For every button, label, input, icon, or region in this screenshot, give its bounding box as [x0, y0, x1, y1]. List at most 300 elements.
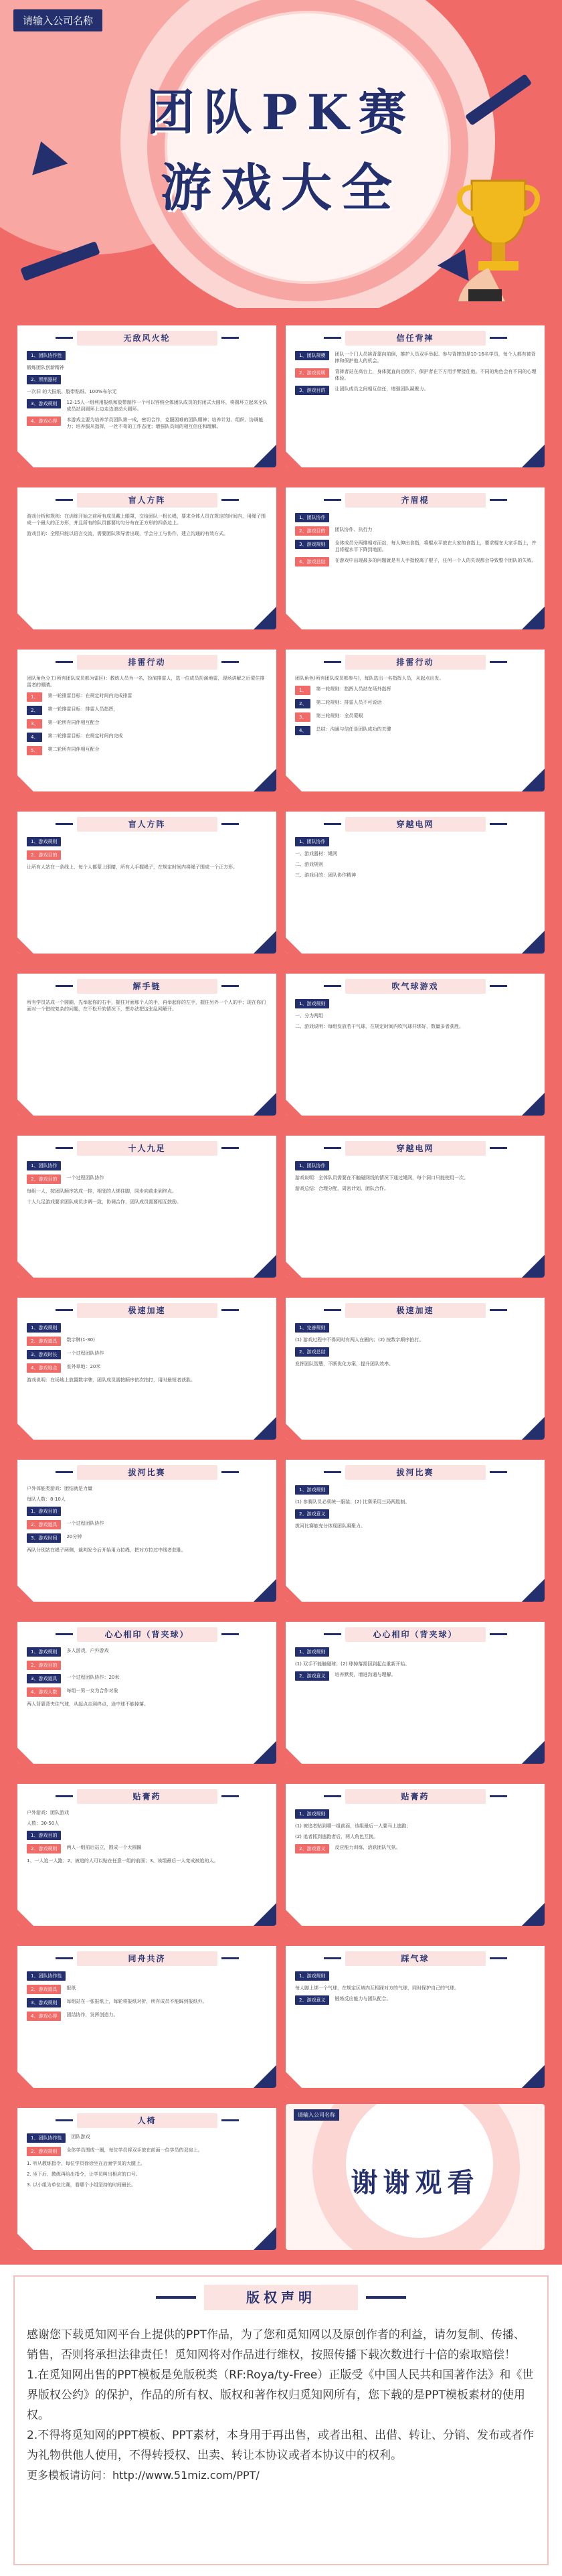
content-row: [27, 1971, 268, 1981]
content-row: [295, 872, 537, 879]
row-tag: 2、游戏道具: [27, 1985, 61, 1994]
row-tag: 1、团队协作: [295, 837, 329, 846]
content-row: [295, 1833, 537, 1840]
copyright-link[interactable]: 更多模板请访问：http://www.51miz.com/PPT/: [27, 2469, 260, 2482]
content-row: [27, 375, 268, 384]
row-tag: 2、游戏道具: [27, 1337, 61, 1346]
content-row: [27, 692, 268, 702]
content-row: [295, 861, 537, 868]
slide-content: [286, 508, 545, 566]
content-row: [27, 2160, 268, 2167]
content-row: [295, 686, 537, 695]
slide-title: 无敌风火轮: [77, 331, 217, 346]
slide-content: [286, 1156, 545, 1192]
row-tag: 3、: [27, 719, 42, 729]
row-text: 十人九足游戏要求团队成员步调一致，协调合作，团队成员需要相互鼓励。: [27, 1199, 181, 1205]
slide-title: 齐眉棍: [345, 493, 486, 508]
row-text: 让团队成员之间相互信任，增强团队凝聚力。: [335, 386, 429, 392]
slide-title: 穿越电网: [345, 817, 486, 832]
row-tag: 2、游戏目的: [27, 1175, 61, 1184]
row-tag: 4、游戏地点: [27, 1363, 61, 1373]
row-text: 数字牌(1-30): [66, 1337, 95, 1343]
row-tag: 2、: [295, 699, 310, 708]
row-text: (1) 游戏过程中不得同时有两人在圈内；(2) 按数字顺序拍打。: [295, 1337, 424, 1343]
row-tag: 2、游戏意义: [295, 1671, 329, 1681]
row-tag: 3、游戏时间: [27, 1533, 61, 1543]
content-row: [27, 733, 268, 742]
slide-thumbnail[interactable]: [17, 1942, 276, 2088]
content-row: [27, 1507, 268, 1516]
row-text: 室外草地：20米: [66, 1364, 101, 1369]
content-row: [27, 1674, 268, 1683]
row-text: 户外游戏：团队游戏: [27, 1810, 69, 1815]
content-row: [27, 1985, 268, 1994]
slide-title: 贴膏药: [77, 1789, 217, 1804]
slide-content: [286, 1966, 545, 2005]
content-row: [295, 726, 537, 735]
row-tag: 2、: [27, 706, 42, 715]
row-text: 一、分为两组: [295, 1013, 323, 1018]
row-text: 报纸: [66, 1985, 76, 1991]
row-text: 多人游戏，户外游戏: [66, 1648, 109, 1653]
content-row: [295, 1361, 537, 1367]
row-text: 每组站在一张报纸上，每轮将报纸对折，所有成员不能踩到报纸外。: [66, 1999, 207, 2004]
content-row: [295, 1523, 537, 1529]
row-tag: 2、游戏意义: [295, 1509, 329, 1519]
content-row: [27, 364, 268, 371]
content-row: [295, 1985, 537, 1991]
row-text: 1、一人追一人跑；2、被追的人可以贴在任意一组的前面；3、该组最后一人变成被追的人。: [27, 1858, 219, 1864]
row-text: 培养默契，增进沟通与理解。: [335, 1672, 396, 1677]
row-text: 第三轮规则：全员蒙眼: [316, 713, 363, 718]
slide-title: 极速加速: [345, 1303, 486, 1318]
content-row: [295, 1661, 537, 1667]
content-row: [27, 1647, 268, 1657]
content-row: [27, 351, 268, 360]
row-text: 3. 以小组为单位比赛，看哪个小组坚持的时间最长。: [27, 2182, 136, 2188]
slide-thumbnail[interactable]: [17, 1456, 276, 1602]
slide-content: [17, 994, 276, 1012]
row-text: 两队分别站在绳子两侧，裁判发令后开始用力拉绳，把对方拉过中线者获胜。: [27, 1547, 186, 1553]
content-row: [295, 1971, 537, 1981]
slide-content: [17, 832, 276, 870]
slide-title: 极速加速: [77, 1303, 217, 1318]
row-text: 户外体能类游戏：团结就是力量: [27, 1486, 92, 1491]
row-text: 锻炼团队创新精神: [27, 365, 64, 370]
content-row: [27, 399, 268, 412]
row-text: 第一轮排雷目标：排雷人员指挥，: [48, 706, 118, 712]
row-text: 游戏总结：合理分配，周密计划，团队合作。: [295, 1186, 389, 1191]
slide-thumbnail[interactable]: [286, 1942, 545, 2088]
slide-content: [286, 994, 545, 1030]
slide-title: 拔河比赛: [77, 1465, 217, 1480]
row-text: 三、游戏目的：团队协作精神: [295, 873, 356, 878]
row-text: 两人一组前后站立，围成一个大圆圈: [66, 1845, 142, 1850]
slide-thumbnail[interactable]: [17, 483, 276, 629]
content-row: [27, 1363, 268, 1373]
slide-title: 拔河比赛: [345, 1465, 486, 1480]
content-row: [27, 1161, 268, 1170]
row-tag: 2、游戏意义: [295, 1844, 329, 1853]
content-row: [27, 388, 268, 395]
row-text: 每组一男一女为合作对象: [66, 1688, 118, 1693]
row-tag: 1、团队规模: [295, 351, 329, 360]
content-row: [27, 1496, 268, 1503]
thanks-text: 谢谢观看: [351, 2167, 480, 2198]
row-text: 团队角色(所有团队成员都参与)，每队选出一名指挥人员，从起点出发。: [295, 676, 444, 681]
content-row: [295, 1823, 537, 1829]
row-text: 一个过程团队协作: [66, 1521, 104, 1526]
content-row: [295, 1485, 537, 1495]
content-row: [295, 1175, 537, 1181]
row-tag: 1、游戏目的: [27, 1507, 61, 1516]
row-text: 第二轮所有同伴相互配合: [48, 747, 100, 752]
content-row: [27, 864, 268, 870]
slide-content: [286, 832, 545, 879]
content-row: [295, 1161, 537, 1170]
row-tag: 1、游戏规则: [295, 999, 329, 1008]
content-row: [295, 1509, 537, 1519]
content-row: [27, 1485, 268, 1492]
slide-thumbnail[interactable]: [286, 321, 545, 467]
row-tag: 1、游戏规则: [27, 1323, 61, 1333]
row-text: 团队角色分工(所有团队成员都为雷区)：教练人员为一名，扮演排雷人，选一位成员扮演地雷，现场讲解之后蒙住排雷者的眼睛。: [27, 676, 265, 688]
row-tag: 2、游戏总结: [295, 1347, 329, 1357]
row-tag: 3、游戏规则: [27, 1998, 61, 2007]
slide-content: [286, 1318, 545, 1367]
content-row: [295, 540, 537, 553]
row-tag: 2、游戏目的: [27, 850, 61, 860]
row-text: 第二轮规则：排雷人员不可说话: [316, 700, 382, 705]
content-row: [27, 2147, 268, 2156]
slide-content: [17, 1642, 276, 1708]
slide-title: 盲人方阵: [77, 817, 217, 832]
thanks-slide[interactable]: [286, 2104, 545, 2250]
row-tag: 3、游戏道具: [27, 1674, 61, 1683]
slide-title: 信任背摔: [345, 331, 486, 346]
row-text: 游戏说明：全体队员需要在不触碰网线的情况下通过绳网，每个洞口只能使用一次。: [295, 1175, 468, 1181]
slide-title: 人椅: [77, 2113, 217, 2128]
row-text: 1. 听从教练指令，每位学员徐徐坐在后面学员的大腿上。: [27, 2161, 145, 2166]
row-text: 第一轮排雷目标：在规定时间内完成排雷: [48, 693, 132, 698]
content-row: [27, 999, 268, 1012]
row-text: 团队一个门人员挑背靠向前倒，推护人员双手举起。参与背摔的是10-16名学员，每个人都有被背摔和保护他人的机会。: [335, 352, 536, 364]
content-row: [295, 1844, 537, 1853]
content-row: [295, 1809, 537, 1819]
slide-thumbnail[interactable]: [17, 646, 276, 791]
row-text: 两人背靠背夹住气球，从起点走到终点，途中球不能掉落。: [27, 1701, 149, 1707]
trophy-icon: [448, 167, 549, 301]
row-text: 游戏说明：在场地上放置数字牌，团队成员需按顺序依次拍打，用时最短者获胜。: [27, 1377, 195, 1383]
content-row: [27, 2182, 268, 2188]
row-tag: 1、完善规则: [295, 1323, 329, 1333]
row-tag: 2、游戏道具: [27, 1520, 61, 1529]
content-row: [295, 1337, 537, 1343]
content-row: [295, 368, 537, 382]
slide-content: [286, 1804, 545, 1853]
content-row: [27, 416, 268, 430]
row-text: 20分钟: [66, 1534, 82, 1539]
slide-thumbnail[interactable]: [286, 483, 545, 629]
content-row: [295, 675, 537, 682]
content-row: [295, 1499, 537, 1505]
row-tag: 1、游戏规则: [27, 837, 61, 846]
row-text: (1) 参赛队员必须统一服装；(2) 比赛采用三局两胜制。: [295, 1499, 410, 1505]
row-tag: 3、游戏规则: [295, 540, 329, 549]
row-tag: 2、游戏说明: [295, 368, 329, 378]
content-row: [295, 526, 537, 536]
company-name-label[interactable]: 请输入公司名称: [13, 9, 102, 31]
content-row: [27, 1844, 268, 1853]
content-row: [27, 1533, 268, 1543]
slide-title: 吹气球游戏: [345, 979, 486, 994]
copyright-title: 版权声明: [204, 2285, 358, 2310]
content-row: [295, 1347, 537, 1357]
row-text: 2. 坐下后，教练再给出指令，让学员叫出相应的口号。: [27, 2172, 140, 2177]
row-text: 第二轮排雷目标：在规定时间内完成: [48, 733, 123, 739]
slide-title: 心心相印（背夹球）: [77, 1627, 217, 1642]
content-row: [295, 386, 537, 395]
content-row: [27, 513, 268, 526]
content-row: [295, 513, 537, 522]
content-row: [295, 557, 537, 566]
slide-title: 踩气球: [345, 1951, 486, 1966]
row-text: 第一轮所有同伴相互配合: [48, 720, 100, 725]
row-tag: 2、游戏目的: [295, 526, 329, 536]
copyright-paragraph-1: 感谢您下载觅知网平台上提供的PPT作品，为了您和觅知网以及原创作者的利益，请勿复制、传播、销售，否则将承担法律责任！觅知网将对作品进行维权，按照传播下载次数进行十倍的索取赔偿！: [27, 2328, 525, 2362]
slide-title: 十人九足: [77, 1141, 217, 1156]
content-row: [27, 1377, 268, 1383]
row-text: (2) 追者抓到逃跑者后，两人角色互换。: [295, 1834, 379, 1839]
row-text: 背摔者站在高台上，身体挺直向后倒下，保护者在下方用手臂接住他。不同的角色会有不同的心理体验。: [335, 369, 537, 381]
row-tag: 2、所需器材: [27, 375, 61, 384]
slide-content: [17, 1966, 276, 2021]
row-text: (1) 被追者贴到哪一组前面，该组最后一人要马上逃跑；: [295, 1823, 411, 1829]
slide-thumbnail[interactable]: [286, 808, 545, 954]
slide-content: [17, 2128, 276, 2188]
row-tag: 2、游戏意义: [295, 1995, 329, 2005]
slide-thumbnail[interactable]: [17, 321, 276, 467]
row-tag: 4、游戏人数: [27, 1687, 61, 1697]
slide-thumbnail-grid: [0, 308, 562, 2250]
slide-thumbnail[interactable]: [286, 1780, 545, 1926]
row-text: 发挥团队智慧，不断优化方案，提升团队效率。: [295, 1361, 393, 1367]
row-tag: 1、团队协作: [295, 1161, 329, 1170]
slide-content: [286, 1642, 545, 1681]
row-text: (1) 双手不能触碰球；(2) 球掉落需回到起点重新开始。: [295, 1661, 410, 1667]
row-tag: 4、: [27, 733, 42, 742]
copyright-paragraph-3: 2.不得将觅知网的PPT模板、PPT素材，本身用于再出售，或者出租、出借、转让、分销、发布或者作为礼物供他人使用，不得转授权、出卖、转让本协议或者本协议中的权利。: [27, 2429, 534, 2462]
row-text: 游戏目的：全程只能以语言交流，需要团队领导者出现，学会分工与协作，建立沟通的有效方式。: [27, 531, 228, 536]
content-row: [295, 1185, 537, 1192]
content-row: [295, 351, 537, 364]
content-row: [295, 1647, 537, 1657]
row-tag: 2、游戏目的: [27, 1661, 61, 1670]
row-tag: 1、团队协作性: [27, 2133, 66, 2143]
row-text: 一个过程团队协作: [66, 1175, 104, 1181]
content-row: [27, 1858, 268, 1864]
row-tag: 1、: [27, 692, 42, 702]
slide-content: [17, 508, 276, 537]
row-text: 一、游戏器材：绳网: [295, 851, 337, 856]
content-row: [27, 1323, 268, 1333]
row-tag: 1、游戏目的: [27, 1831, 61, 1840]
row-text: 12-15人一组利用报纸和胶带制作一个可以容纳全体团队成员的封闭式大圆环，将圆环立起来全队成员站到圆环上边走边滚动大圆环。: [66, 400, 268, 412]
content-row: [295, 850, 537, 857]
row-tag: 3、游戏时长: [27, 1350, 61, 1359]
cover-title-line1: 团队PK赛: [146, 84, 416, 141]
row-tag: 1、团队协作性: [27, 351, 66, 360]
slide-content: [17, 1156, 276, 1205]
slide-title: 盲人方阵: [77, 493, 217, 508]
slide-title: 贴膏药: [345, 1789, 486, 1804]
content-row: [27, 1547, 268, 1554]
slide-thumbnail[interactable]: [17, 970, 276, 1116]
row-text: 二、游戏说明：每组发放若干气球，在规定时间内吹气球并绑好，数量多者获胜。: [295, 1024, 464, 1029]
slide-content: [286, 670, 545, 735]
row-tag: 1、团队协作性: [27, 1971, 66, 1981]
content-row: [27, 675, 268, 688]
content-row: [27, 2012, 268, 2021]
row-text: 本游戏主要为培养学员团队第一成，密切合作，克服困难的团队精神；培养计划、组织、协调能力；培养服从指挥，一丝不苟的工作态度；增强队员间的相互信任和理解。: [66, 417, 264, 429]
row-text: 每人脚上绑一个气球，在规定区域内互相踩对方的气球，同时保护自己的气球。: [295, 1985, 459, 1991]
content-row: [27, 1350, 268, 1359]
slide-title: 解手链: [77, 979, 217, 994]
row-text: 所有学员站成一个圆圈，先举起你的右手，握住对面那个人的手，再举起你的左手，握住另外一个人的手；现在你们面对一个错综复杂的问题，在不松开的情况下，想办法把这张乱网解开。: [27, 1000, 266, 1012]
content-row: [27, 850, 268, 860]
content-row: [27, 530, 268, 537]
row-text: 反应能力训练，活跃团队气氛。: [335, 1845, 401, 1850]
slide-title: 穿越电网: [345, 1141, 486, 1156]
slide-thumbnail[interactable]: [286, 1294, 545, 1440]
row-tag: 2、游戏规则: [27, 2147, 61, 2156]
content-row: [27, 1175, 268, 1184]
slide-content: [17, 1318, 276, 1383]
content-row: [27, 1661, 268, 1670]
content-row: [295, 999, 537, 1008]
row-text: 团队游戏: [71, 2134, 90, 2139]
row-tag: 4、游戏总结: [295, 557, 329, 566]
slide-thumbnail[interactable]: [286, 1618, 545, 1764]
row-text: 人数：30-50人: [27, 1821, 60, 1826]
slide-thumbnail[interactable]: [286, 1132, 545, 1278]
row-tag: 1、游戏规则: [295, 1809, 329, 1819]
content-row: [27, 1687, 268, 1697]
slide-content: [17, 1804, 276, 1864]
content-row: [295, 699, 537, 708]
row-tag: 5、: [27, 746, 42, 755]
row-text: 让所有人站在一条线上，每个人都蒙上眼睛，所有人手握绳子，在规定时间内将绳子围成一个正方形。: [27, 864, 238, 870]
content-row: [27, 706, 268, 715]
content-row: [27, 2171, 268, 2178]
content-row: [27, 1337, 268, 1346]
row-text: 一个过程团队协作：20米: [66, 1675, 120, 1680]
slide-thumbnail[interactable]: [17, 1132, 276, 1278]
row-text: 每组一人，按团队顺序站成一排，相邻的人绑住脚，同步向前走到终点。: [27, 1189, 177, 1194]
cover-slide: [0, 0, 562, 308]
row-text: 在游戏中出现最多的问题就是有人手指脱离了棍子，任何一个人的失误都会导致整个团队的失败。: [335, 558, 537, 563]
row-tag: 3、游戏规则: [27, 399, 61, 408]
content-row: [27, 746, 268, 755]
row-text: 拔河比赛能充分体现团队凝聚力。: [295, 1523, 365, 1529]
content-row: [295, 837, 537, 846]
slide-thumbnail[interactable]: [286, 646, 545, 791]
row-text: 每队人数：8-10人: [27, 1497, 66, 1502]
row-tag: 1、游戏规则: [295, 1485, 329, 1495]
content-row: [295, 1671, 537, 1681]
slide-thumbnail[interactable]: [17, 2104, 276, 2250]
row-text: 团队协作、执行力: [335, 527, 373, 532]
content-row: [27, 1520, 268, 1529]
slide-content: [17, 670, 276, 755]
row-text: 全体成员分两排相对而站，每人伸出食指，将棍水平放在大家的食指上，要求棍在大家手指上，并且将棍水平下降到地面。: [335, 540, 537, 552]
row-tag: 1、游戏规则: [295, 1971, 329, 1981]
slide-content: [286, 346, 545, 395]
copyright-slide: [0, 2265, 562, 2576]
row-text: 总结：沟通与信任是团队成功的关键: [316, 727, 391, 732]
row-text: 一个过程团队协作: [66, 1351, 104, 1356]
copyright-paragraph-2: 1.在觅知网出售的PPT模板是免版税类（RF:Roya/ty-Free）正版受《中国人民共和国著作法》和《世界版权公约》的保护，作品的所有权、版权和著作权归觅知网所有，您下载的是PPT模板素材的使用权。: [27, 2368, 534, 2422]
content-row: [27, 1199, 268, 1205]
row-tag: 4、: [295, 726, 310, 735]
row-tag: 1、团队协作: [27, 1161, 61, 1170]
content-row: [27, 1831, 268, 1840]
slide-content: [17, 346, 276, 430]
content-row: [27, 1701, 268, 1708]
slide-content: [17, 1480, 276, 1554]
row-text: 游戏分析和规则：在训练开始之前所有成员戴上眼罩，交给团队一根长绳，要求全体人员在规定的时间内，用绳子围成一个最大的正方形，并且所有的队员都要均匀分布在正方形的四条边上。: [27, 514, 266, 526]
row-tag: 1、游戏规则: [295, 1647, 329, 1657]
slide-content: [286, 1480, 545, 1529]
content-row: [27, 1998, 268, 2007]
row-tag: 4、游戏心得: [27, 2012, 61, 2021]
slide-thumbnail[interactable]: [17, 1780, 276, 1926]
row-tag: 3、游戏目的: [295, 386, 329, 395]
content-row: [295, 1012, 537, 1019]
content-row: [295, 1323, 537, 1333]
content-row: [295, 1023, 537, 1030]
row-text: 第一轮规则：指挥人员站在场外指挥: [316, 686, 391, 692]
content-row: [27, 1820, 268, 1827]
row-tag: 1、: [295, 686, 310, 695]
row-text: 团结协作，发挥创造力。: [66, 2012, 118, 2018]
slide-title: 心心相印（背夹球）: [345, 1627, 486, 1642]
content-row: [27, 719, 268, 729]
content-row: [27, 2133, 268, 2143]
slide-thumbnail[interactable]: [17, 1618, 276, 1764]
row-text: 全体学员围成一圈，每位学员将双手放在前面一位学员的双肩上。: [66, 2147, 203, 2153]
content-row: [27, 1809, 268, 1816]
row-tag: 4、游戏心得: [27, 416, 61, 426]
slide-thumbnail[interactable]: [17, 808, 276, 954]
row-text: 二、游戏规则: [295, 862, 323, 867]
row-tag: 1、团队协作: [295, 513, 329, 522]
slide-thumbnail[interactable]: [286, 1456, 545, 1602]
row-text: 一次旧 的大报纸、胶带粘纸、100%布尔无: [27, 389, 117, 394]
content-row: [295, 1995, 537, 2005]
row-tag: 3、: [295, 712, 310, 722]
content-row: [27, 1188, 268, 1195]
slide-thumbnail[interactable]: [17, 1294, 276, 1440]
slide-title: 排雷行动: [345, 655, 486, 670]
content-row: [295, 712, 537, 722]
thanks-company-label: 请输入公司名称: [294, 2109, 339, 2121]
row-tag: 1、游戏规则: [27, 1647, 61, 1657]
slide-thumbnail[interactable]: [286, 970, 545, 1116]
row-text: 锻炼反应能力与团队配合。: [335, 1996, 391, 2001]
slide-title: 同舟共济: [77, 1951, 217, 1966]
cover-title-line2: 游戏大全: [161, 158, 401, 218]
